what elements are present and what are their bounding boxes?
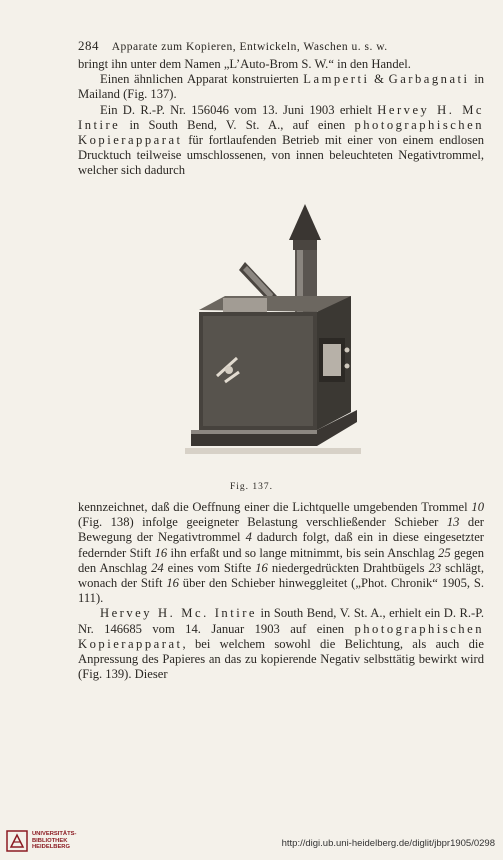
running-title: Apparate zum Kopieren, Entwickeln, Waschen u. s. w. — [111, 41, 388, 53]
paragraph — [78, 103, 484, 179]
copying-apparatus-illustration — [185, 200, 365, 472]
text-run: in South Bend, V. St. A., auf einen — [120, 117, 355, 132]
text-run: in Mailand (Fig. 137). — [78, 72, 485, 102]
text-run: dadurch folgt, daß ein in diese eingesetzter federnder Stift — [78, 530, 484, 560]
running-header — [78, 38, 484, 54]
figure-caption: Fig. 137. — [229, 482, 274, 492]
ref-number: 16 — [166, 576, 179, 591]
ref-number: 16 — [255, 560, 268, 575]
spaced-term: photographischen Kopierapparat — [78, 117, 484, 148]
logo-line: BIBLIOTHEK — [32, 837, 68, 844]
spaced-term: photographischen Kopierapparat — [78, 621, 484, 651]
knob — [345, 348, 350, 353]
text-run: ihn erfaßt und so lange mitnimmt, bis sein Anschlag — [167, 545, 439, 560]
text-run: für fortlaufenden Betrieb mit einer von einem endlosen Drucktuch teilweise umschlossenen, von innen beleuchteten Negativtrommel, welcher sich dadurch — [78, 133, 484, 178]
text-run: kennzeichnet, daß die Oeffnung einer die Lichtquelle umgebenden Trommel — [78, 500, 472, 514]
text-run: schlägt, wonach der Stift — [78, 560, 484, 591]
ref-number: 25 — [438, 545, 451, 560]
text-run: gegen den Anschlag — [78, 545, 485, 575]
ref-number: 13 — [446, 515, 460, 530]
paragraph — [78, 72, 484, 102]
logo-line: HEIDELBERG — [32, 844, 71, 851]
spaced-name: Hervey H. Mc Intire — [78, 102, 485, 132]
crank-hub — [225, 366, 233, 374]
side-window — [323, 344, 341, 376]
text-run: Einen ähnlichen Apparat konstruierten — [100, 72, 304, 87]
digitization-footer — [0, 826, 503, 860]
text-run: über den Schieber hinweggleitet („Phot. Chronik“ 1905, S. 111). — [78, 576, 484, 606]
text-block-top — [78, 57, 484, 179]
chimney-collar — [293, 240, 317, 250]
paragraph — [78, 606, 484, 682]
glass-plate — [223, 298, 267, 312]
library-seal-icon — [6, 830, 28, 852]
page-number: 284 — [78, 38, 99, 53]
logo-text — [32, 831, 76, 851]
ref-number: 4 — [245, 530, 252, 545]
ref-number: 10 — [471, 500, 484, 514]
spaced-name: Garbagnati — [388, 72, 470, 87]
source-url[interactable]: http://digi.ub.uni-heidelberg.de/diglit/jbpr1905/0298 — [281, 838, 495, 849]
text-run: eines vom Stifte — [163, 560, 256, 575]
text-run: & — [369, 72, 389, 87]
paragraph — [78, 500, 484, 606]
ref-number: 24 — [151, 560, 164, 575]
spaced-name: Hervey H. Mc. Intire — [100, 606, 258, 621]
text-block-bottom — [78, 500, 484, 682]
knob — [345, 364, 350, 369]
library-logo[interactable] — [6, 830, 76, 852]
text-run: , bei welchem sowohl die Belichtung, als auch die Anpressung des Papieres an das zu kopierende Negativ selbsttätig bewirkt wird (Fig. 139). Dieser — [78, 636, 484, 682]
chimney-cone — [289, 204, 321, 240]
logo-line: UNIVERSITÄTS- — [32, 831, 77, 838]
text-run: der Bewegung der Negativtrommel — [78, 515, 484, 545]
spaced-name: Lamperti — [303, 72, 370, 87]
ref-number: 23 — [428, 560, 442, 575]
text-run: niedergedrückten Drahtbügels — [267, 560, 429, 575]
text-run: in South Bend, V. St. A., erhielt ein D. R.-P. Nr. 146685 vom 14. Januar 1903 auf einen — [78, 606, 484, 636]
text-run: Ein D. R.-P. Nr. 156046 vom 13. Juni 1903 erhielt — [100, 102, 378, 117]
ref-number: 16 — [154, 545, 168, 560]
text-run: (Fig. 138) infolge geeigneter Belastung verschließender Schieber — [78, 515, 447, 530]
paragraph: bringt ihn unter dem Namen „L’Auto-Brom S. W.“ in den Handel. — [78, 57, 411, 71]
